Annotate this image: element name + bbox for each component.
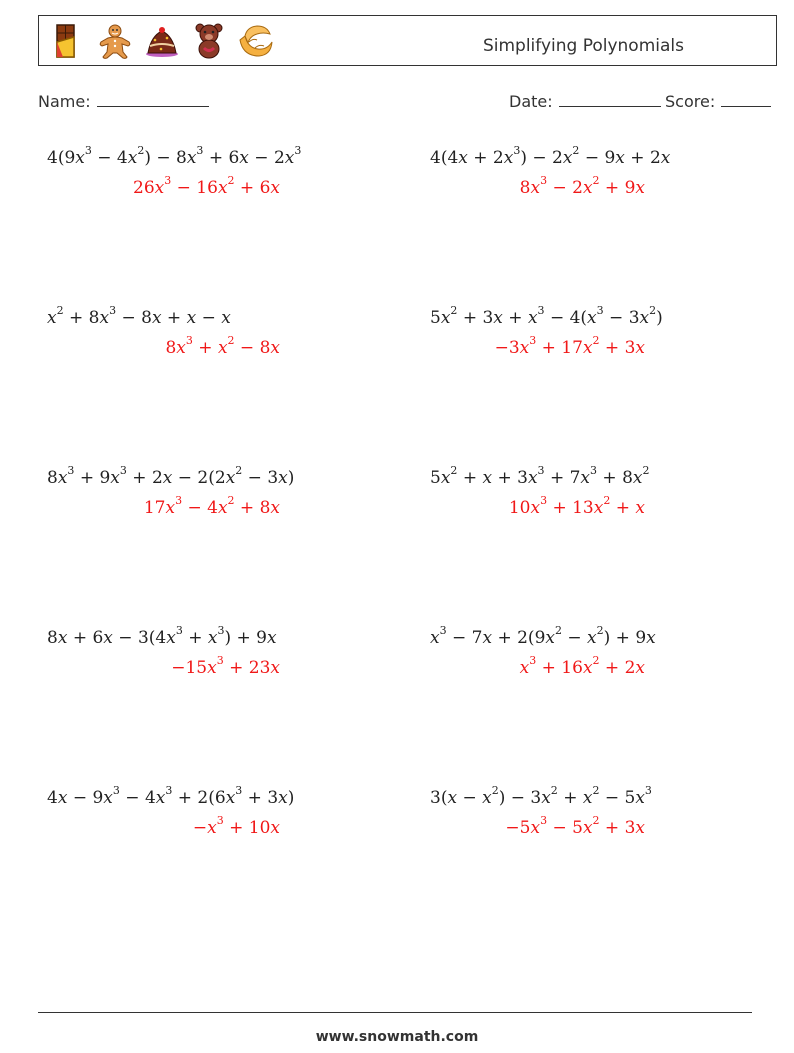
problem-question: $3(x - x^2) - 3x^2 + x^2 - 5x^3$ [430,784,652,808]
chocolate-bar-icon [49,22,87,60]
worksheet-title: Simplifying Polynomials [482,36,684,56]
problem-question: $8x^3 + 9x^3 + 2x - 2(2x^2 - 3x)$ [47,464,295,488]
problem-question: $4(9x^3 - 4x^2) - 8x^3 + 6x - 2x^3$ [47,144,302,168]
teddy-bear-icon [190,22,228,60]
date-label: Date: [509,92,553,111]
problem-question: $x^2 + 8x^3 - 8x + x - x$ [47,304,231,328]
footer-site: www.snowmath.com [315,1029,479,1045]
date-blank[interactable] [559,92,661,107]
problem-answer: $-3x^3 + 17x^2 + 3x$ [494,334,645,358]
cake-icon [143,22,181,60]
problem-answer: $x^3 + 16x^2 + 2x$ [519,654,645,678]
name-field[interactable] [38,92,209,111]
worksheet-header [38,15,777,66]
problem-question: $5x^2 + x + 3x^3 + 7x^3 + 8x^2$ [430,464,650,488]
problem-answer: $8x^3 + x^2 - 8x$ [165,334,280,358]
problem-question: $8x + 6x - 3(4x^3 + x^3) + 9x$ [47,624,277,648]
problem-answer: $-15x^3 + 23x$ [171,654,280,678]
gingerbread-man-icon [96,22,134,60]
croissant-icon [237,22,275,60]
name-label: Name: [38,92,91,111]
footer-divider [38,1012,752,1013]
problem-answer: $17x^3 - 4x^2 + 8x$ [143,494,280,518]
problem-answer: $10x^3 + 13x^2 + x$ [508,494,645,518]
header-icons [49,22,275,60]
problem-question: $x^3 - 7x + 2(9x^2 - x^2) + 9x$ [430,624,656,648]
problem-answer: $-5x^3 - 5x^2 + 3x$ [505,814,645,838]
problem-question: $5x^2 + 3x + x^3 - 4(x^3 - 3x^2)$ [430,304,663,328]
problem-answer: $26x^3 - 16x^2 + 6x$ [133,174,280,198]
problem-answer: $8x^3 - 2x^2 + 9x$ [519,174,645,198]
score-blank[interactable] [721,92,771,107]
problem-question: $4(4x + 2x^3) - 2x^2 - 9x + 2x$ [430,144,671,168]
date-field[interactable] [509,92,661,111]
score-label: Score: [665,92,716,111]
score-field[interactable] [665,92,771,111]
problem-answer: $-x^3 + 10x$ [192,814,280,838]
problem-question: $4x - 9x^3 - 4x^3 + 2(6x^3 + 3x)$ [47,784,295,808]
name-blank[interactable] [97,92,209,107]
